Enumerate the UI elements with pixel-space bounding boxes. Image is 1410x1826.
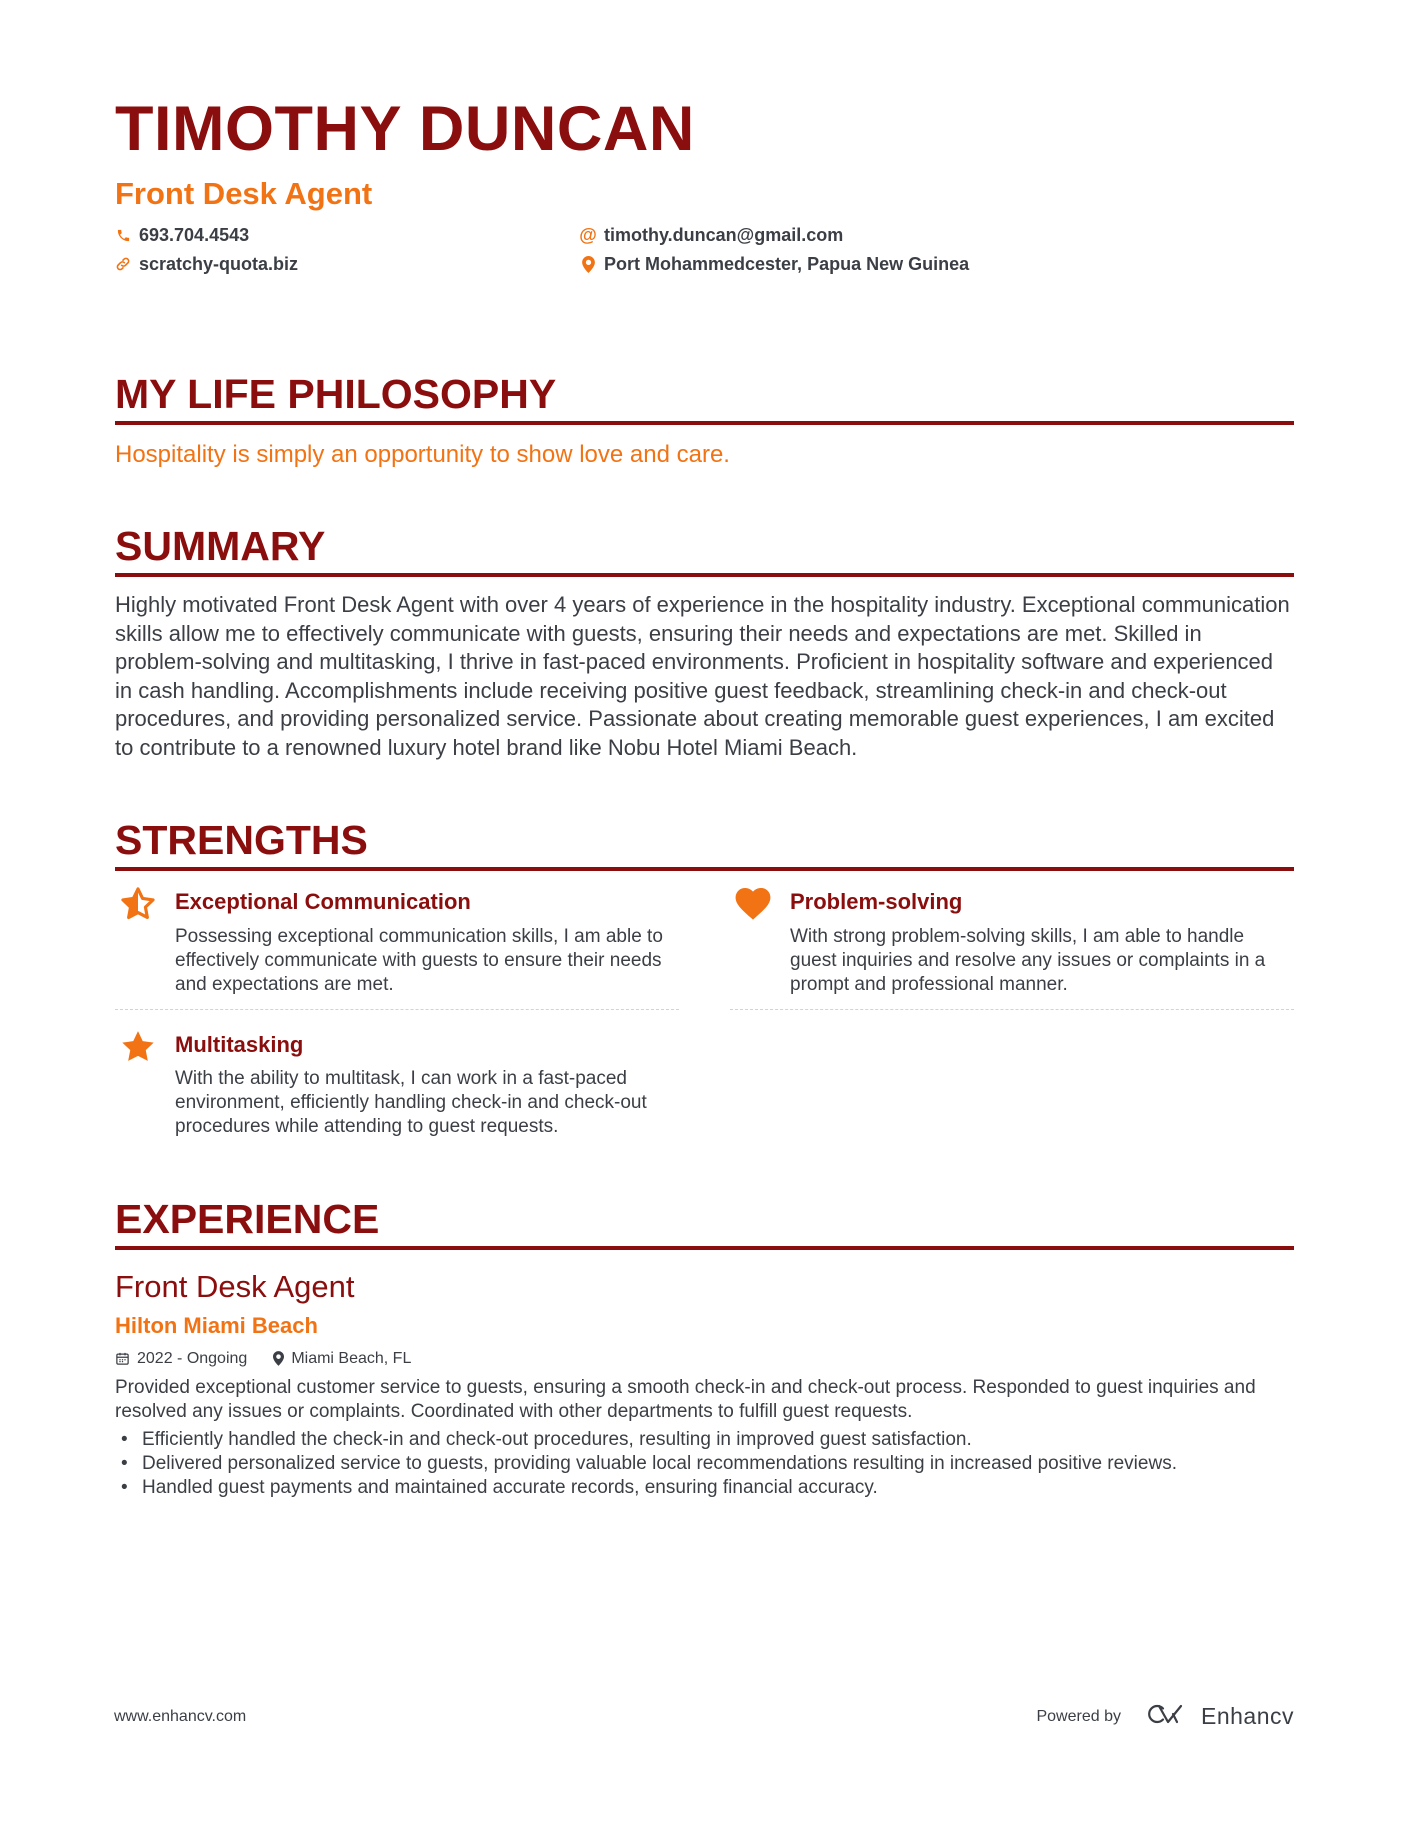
job-bullets bbox=[115, 1428, 1294, 1500]
footer bbox=[114, 1702, 1294, 1731]
strengths-grid bbox=[115, 885, 1294, 1151]
summary-text: Highly motivated Front Desk Agent with over 4 years of experience in the hospitality industry. Exceptional communication skills allow me to effectively communicate with guests, ensuring their needs and expectations are met. Skilled in problem-solving and multitasking, I thrive in fast-paced environments. Proficient in hospitality software and experienced in cash handling. Accomplishments include receiving positive guest feedback, streamlining check-in and check-out procedures, and providing personalized service. Passionate about creating memorable guest experiences, I am excited to contribute to a renowned luxury hotel brand like Nobu Hotel Miami Beach. bbox=[115, 592, 1290, 760]
job-dates bbox=[115, 1350, 247, 1368]
enhancv-logo-icon bbox=[1145, 1702, 1191, 1731]
phone-icon bbox=[115, 226, 131, 244]
strength-title: Problem-solving bbox=[790, 889, 963, 915]
job-location-text: Miami Beach, FL bbox=[291, 1349, 412, 1367]
candidate-role: Front Desk Agent bbox=[115, 176, 373, 211]
contact-list bbox=[115, 225, 1294, 274]
contact-phone[interactable] bbox=[115, 225, 580, 245]
job-description: Provided exceptional customer service to guests, ensuring a smooth check-in and check-out process. Responded to guest inquiries and resolved any issues or complaints. Coordinated with other departments to fulfill guest requests. bbox=[115, 1376, 1256, 1422]
strength-item bbox=[115, 1010, 679, 1151]
philosophy-section bbox=[115, 371, 1294, 470]
star-icon bbox=[119, 1028, 157, 1066]
heart-icon bbox=[734, 885, 772, 923]
experience-title: EXPERIENCE bbox=[115, 1199, 1294, 1250]
footer-url[interactable]: www.enhancv.com bbox=[114, 1707, 247, 1725]
job-company: Hilton Miami Beach bbox=[115, 1313, 318, 1339]
strengths-title: STRENGTHS bbox=[115, 820, 1294, 871]
list-item: • Handled guest payments and maintained accurate records, ensuring financial accuracy. bbox=[115, 1476, 1294, 1500]
experience-section bbox=[115, 1195, 1294, 1500]
strength-item bbox=[730, 885, 1294, 1009]
list-item: • Efficiently handled the check-in and check-out procedures, resulting in improved guest satisfaction. bbox=[115, 1428, 1294, 1452]
strengths-section bbox=[115, 817, 1294, 1151]
brand-name: Enhancv bbox=[1200, 1703, 1294, 1729]
strength-desc: Possessing exceptional communication skills, I am able to effectively communicate with guests to ensure their needs and expectations are met. bbox=[175, 925, 663, 995]
job-entry bbox=[115, 1268, 1294, 1500]
strength-desc: With the ability to multitask, I can work in a fast-paced environment, efficiently handling check-in and check-out procedures while attending to guest requests. bbox=[175, 1067, 647, 1137]
contact-email[interactable] bbox=[580, 225, 1294, 245]
candidate-name: TIMOTHY DUNCAN bbox=[115, 94, 695, 164]
job-location bbox=[273, 1350, 411, 1368]
list-item: • Delivered personalized service to guests, providing valuable local recommendations resulting in increased positive reviews. bbox=[115, 1452, 1294, 1476]
job-meta bbox=[115, 1350, 1294, 1368]
phone-text: 693.704.4543 bbox=[139, 225, 250, 245]
philosophy-text: Hospitality is simply an opportunity to show love and care. bbox=[115, 441, 730, 468]
link-icon bbox=[115, 255, 131, 273]
strength-desc: With strong problem-solving skills, I am able to handle guest inquiries and resolve any issues or complaints in a prompt and professional manner. bbox=[790, 925, 1266, 995]
powered-by-text: Powered by bbox=[1036, 1707, 1121, 1725]
job-dates-text: 2022 - Ongoing bbox=[137, 1349, 248, 1367]
half-star-icon bbox=[119, 885, 157, 923]
website-text: scratchy-quota.biz bbox=[139, 254, 299, 274]
email-text: timothy.duncan@gmail.com bbox=[604, 225, 844, 245]
strength-title: Exceptional Communication bbox=[175, 889, 471, 915]
summary-title: SUMMARY bbox=[115, 526, 1294, 577]
contact-location bbox=[580, 254, 1294, 274]
location-text: Port Mohammedcester, Papua New Guinea bbox=[604, 254, 970, 274]
footer-brand[interactable] bbox=[1036, 1702, 1294, 1731]
at-icon: @ bbox=[579, 225, 597, 245]
contact-website[interactable] bbox=[115, 254, 580, 274]
philosophy-title: MY LIFE PHILOSOPHY bbox=[115, 374, 1294, 425]
map-pin-icon bbox=[273, 1351, 284, 1366]
job-title: Front Desk Agent bbox=[115, 1268, 355, 1304]
calendar-icon bbox=[115, 1351, 130, 1366]
map-pin-icon bbox=[580, 255, 596, 273]
strength-item bbox=[115, 885, 679, 1009]
strength-title: Multitasking bbox=[175, 1031, 304, 1057]
summary-section bbox=[115, 523, 1294, 762]
